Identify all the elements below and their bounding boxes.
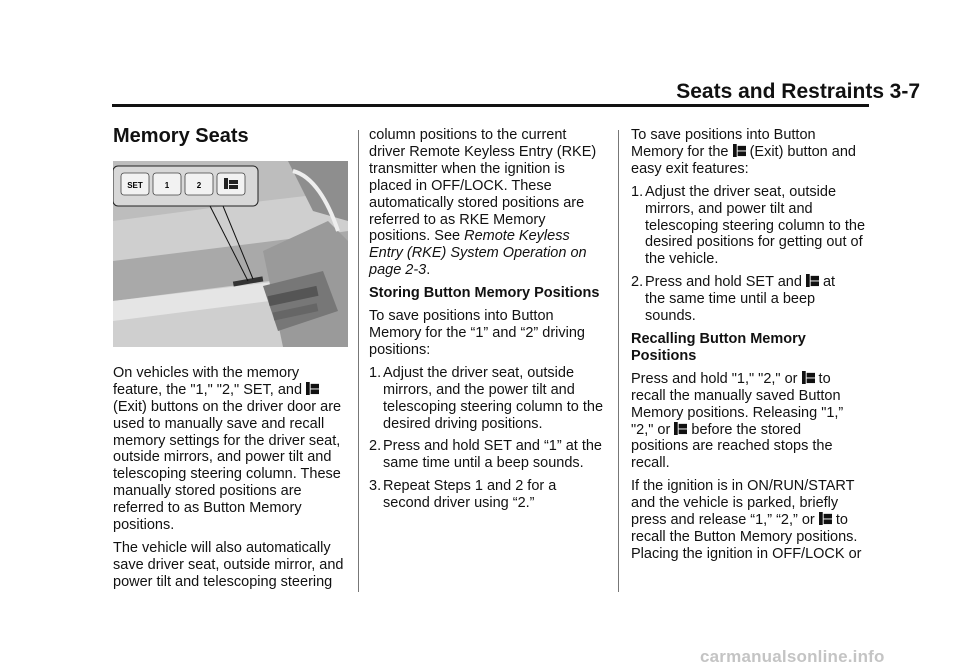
text-run: recall the manually saved Button Memory positions. Releasing "1,” (631, 387, 844, 421)
text-run: Memory for the (631, 143, 729, 160)
step-text: Press and hold SET and “1” at the same time until a beep sounds. (383, 438, 602, 472)
paragraph (631, 371, 869, 472)
page-number: 3-7 (889, 80, 920, 103)
column-divider (618, 130, 619, 592)
text-run: positions are reached stops the recall. (631, 438, 833, 472)
text-run: recall the Button Memory positions. Placing the ignition in OFF/LOCK or (631, 528, 862, 562)
text-run: Press and hold "1," "2," or (631, 370, 798, 387)
step-text: Adjust the driver seat, outside mirrors, and the power tilt and telescoping steering column to the desired driving positions. (383, 364, 604, 432)
column-1 (113, 125, 348, 597)
watermark: carmanualsonline.info (700, 647, 885, 666)
text-run: to (835, 512, 848, 529)
paragraph (631, 478, 869, 563)
step-text: Adjust the driver seat, outside mirrors, and power tilt and telescoping steering column to the desired positions for getting out of the vehicle. (645, 183, 866, 268)
set-button-label: SET (127, 180, 143, 190)
paragraph (369, 127, 605, 279)
list-item (369, 365, 605, 433)
column-2 (369, 127, 605, 518)
step-text: the same time until a beep sounds. (645, 291, 816, 325)
exit-memory-icon (806, 274, 819, 287)
text-run: To save positions into Button (631, 127, 816, 143)
text-run: On vehicles with the memory (113, 364, 300, 381)
step-number: 1. (369, 364, 382, 381)
text-run: column positions to the current driver Remote Keyless Entry (RKE) transmitter when the ignition is placed in OFF/LOCK. These automatically stored positions are referred to as RKE Memory positions. See (369, 127, 597, 245)
paragraph: The vehicle will also automatically save driver seat, outside mirror, and power tilt and telescoping steering (113, 539, 344, 590)
exit-memory-icon (802, 371, 815, 384)
column-3 (631, 127, 869, 569)
page-header (0, 0, 960, 110)
steps-list (631, 184, 869, 325)
step-number: 2. (631, 274, 644, 291)
text-run: (Exit) buttons on the driver door are used to manually save and recall memory settings for the driver seat, outside mirrors, and power tilt and telescoping steering column. These manually stored positions are referred to as Button Memory positions. (113, 398, 342, 534)
exit-memory-icon (733, 144, 746, 157)
step-number: 2. (369, 438, 382, 455)
list-item (631, 274, 869, 325)
header-rule (112, 104, 869, 107)
exit-memory-icon (819, 512, 832, 525)
cross-reference-link[interactable]: Remote Keyless Entry (RKE) System Operation on page 2-3 (369, 228, 587, 279)
step-text: Press and hold SET and (645, 274, 802, 291)
section-heading: Memory Seats (113, 125, 249, 147)
header-title: Seats and Restraints (676, 80, 884, 103)
subheading: Storing Button Memory Positions (369, 285, 600, 302)
subheading: Recalling Button Memory Positions (631, 330, 806, 364)
list-item (631, 184, 869, 269)
text-run: easy exit features: (631, 160, 749, 177)
paragraph (113, 365, 348, 534)
text-run: press and release “1,” “2,” or (631, 512, 815, 529)
step-number: 3. (369, 478, 382, 495)
list-item (369, 478, 605, 512)
text-run: (Exit) button and (749, 143, 856, 160)
button-2-label: 2 (196, 180, 202, 190)
exit-memory-icon (306, 382, 319, 395)
exit-memory-icon (674, 422, 687, 435)
text-run: If the ignition is in ON/RUN/START and the vehicle is parked, briefly (631, 478, 855, 512)
column-divider (358, 130, 359, 592)
step-text: Repeat Steps 1 and 2 for a second driver using “2.” (383, 478, 557, 512)
text-run: before the stored (691, 421, 802, 438)
button-1-label: 1 (164, 180, 170, 190)
paragraph (631, 127, 869, 178)
paragraph: To save positions into Button Memory for the “1” and “2” driving positions: (369, 308, 585, 358)
text-run: to (818, 370, 831, 387)
text-run: . (426, 262, 431, 279)
list-item (369, 438, 605, 472)
text-run: feature, the "1," "2," SET, and (113, 381, 303, 398)
text-run: "2," or (631, 421, 671, 438)
door-memory-buttons-illustration (113, 161, 348, 347)
step-number: 1. (631, 183, 644, 200)
steps-list (369, 365, 605, 512)
step-text: at (822, 274, 836, 291)
